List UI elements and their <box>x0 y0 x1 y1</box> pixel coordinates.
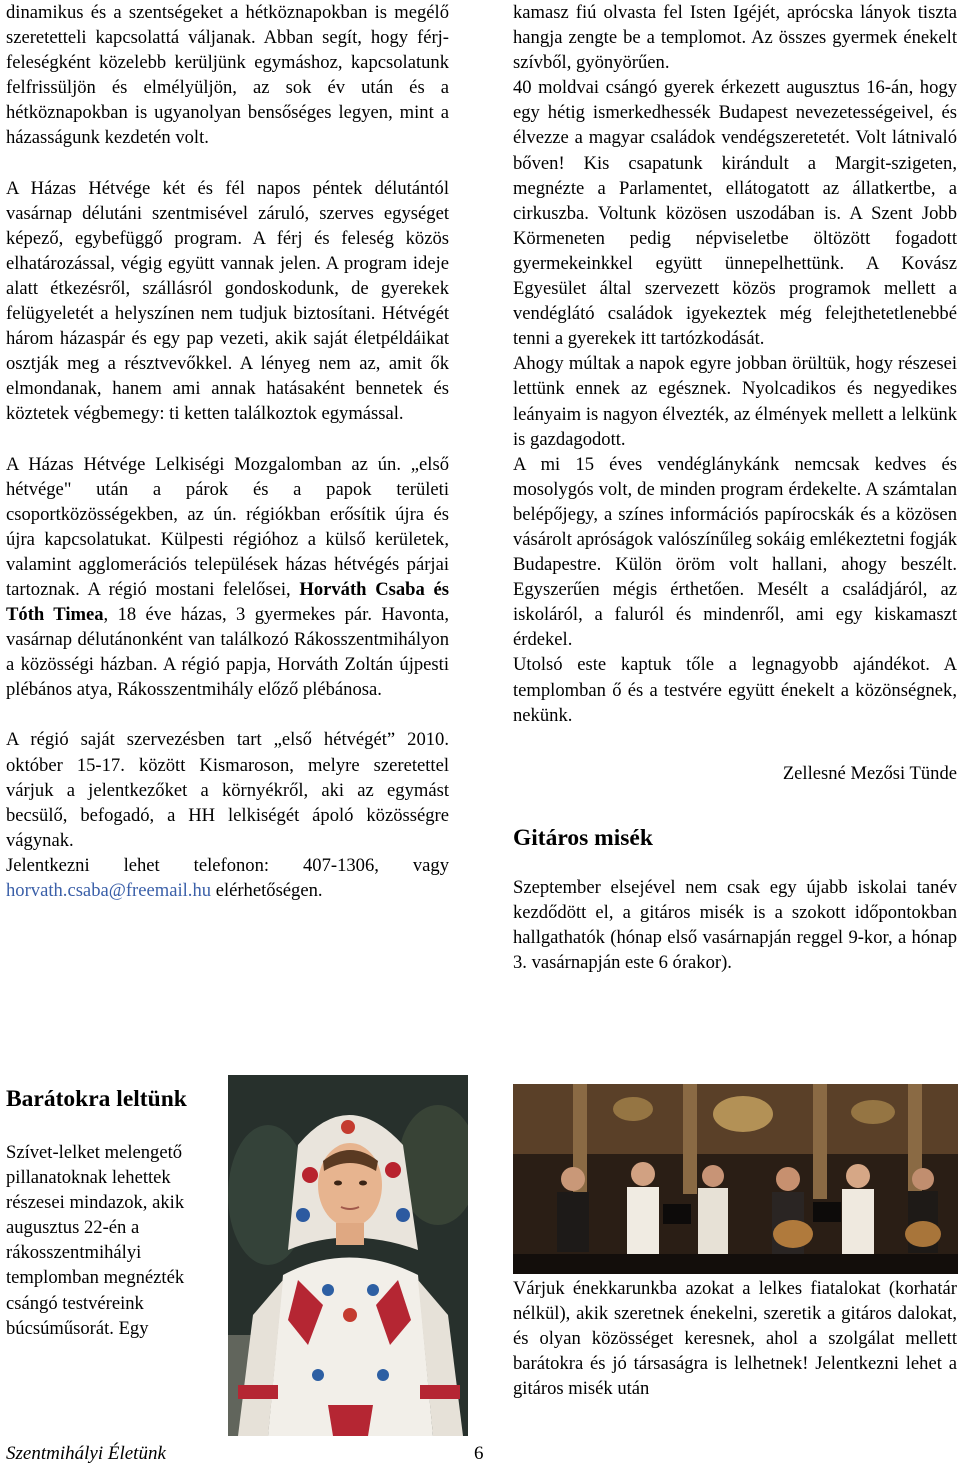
article-paragraph: A régió saját szervezésben tart „első hétvégét” 2010. október 15-17. között Kismaroson, melyre szeretettel várjuk a jelentkezőket a környékről, aki az egymást becsülő, befogadó, a HH lelkiségét ápoló közösségre vágynak. <box>6 729 449 851</box>
left-column <box>6 0 449 903</box>
article-paragraph: A Házas Hétvége két és fél napos péntek délutántól vasárnap délutáni szentmisével záruló, szerves egységet képező, egybefüggő program. A férj és feleség közös elhatározással, végig együtt vannak jelen. A program ideje alatt étkezésről, szállásról gondoskodunk, de gyerekek felügyeletét a helyszínen nem tudjuk biztosítani. Hétvégét három házaspár és egy pap vezeti, akik saját életpéldáikat osztják meg a résztvevőkkel. A lényeg nem az, amit ők elmondanak, hanem ami annak hatásaként bennetek és köztetek végbemegy: ti ketten találkoztok egymással. <box>6 177 449 425</box>
photo-girl-folk-costume <box>228 1075 468 1436</box>
photo-illustration <box>513 1084 958 1274</box>
article-paragraph: A mi 15 éves vendéglánykánk nemcsak kedves és mosolygós volt, de minden program érdekelte. A számtalan belépőjegy, a színes információs papírocskák és a közösen vásárolt apróságok valószínűleg sokáig emlékeztetni fogják Budapestre. Külön öröm volt hallani, ahogy beszélt. Egyszerűen mégis érthetően. Mesélt a családjáról, az iskoláról, a faluról és mindenről, ami egy kiskamaszt érdekel. <box>513 453 957 651</box>
footer-page-number: 6 <box>474 1443 484 1464</box>
text-span: A Házas Hétvége Lelkiségi Mozgalomban az ún. „első hétvége" után a párok és a papok területi csoportközösségekben, az ún. régiókban erősítik újra és újra kapcsolatukat. Külpesti régióhoz a külső kerületek, valamint agglomerációs települések házas hétvégés párjai tartoznak. A régió mostani felelősei, <box>6 453 449 600</box>
article-paragraph: dinamikus és a szentségeket a hétköznapokban is megélő szeretetteli kapcsolattá váljanak. Abban segít, hogy férj-feleségként közelebb kerüljünk egymáshoz, kapcsolatunk felfrissüljön és elmélyüljön, az sok év után és a hétköznapokban is ugyanolyan bensőséges legyen, mint a házasságunk kezdetén volt. <box>6 2 449 149</box>
text-span: , 18 éve házas, 3 gyermekes pár. Havonta, vasárnap délutánonként van találkozó Rákosszentmihályon a közösségi házban. A régió papja, Horváth Zoltán újpesti plébános atya, Rákosszentmihály előző plébánosa. <box>6 604 449 701</box>
section-heading: Gitáros misék <box>513 824 653 851</box>
article-paragraph: 40 moldvai csángó gyerek érkezett augusztus 16-án, hogy egy hétig ismerkedhessék Budapest nevezetességeivel, és élvezze a magyar családok vendégszeretetét. Volt látnivaló bőven! Kis csapatunk kirándult a Margit-szigeten, megnézte a Parlamentet, ellátogatott az állatkertbe, a cirkuszba. Voltunk közösen uszodában is. A Szent Jobb Körmeneten pedig népviseletbe öltözött fogadott gyermekeinkkel együtt ünnepelhettünk. A Kovász Egyesület által szervezett közös programok mellett a vendéglátó családok igyekeztek még felejthetetlenebbé tenni a gyerekek itt tartózkodását. <box>513 77 957 350</box>
article-paragraph: Várjuk énekkarunkba azokat a lelkes fiatalokat (korhatár nélkül), akik szeretnek énekelni, szeretik a gitáros dalokat, és olyan közösséget keresnek, ahol a szolgálat mellett barátokra és jó társaságra is lelhetnek! Jelentkezni lehet a gitáros misék után <box>513 1278 957 1400</box>
text-span: elérhetőségen. <box>211 880 323 901</box>
contact-paragraph <box>6 853 449 903</box>
article-paragraph: Utolsó este kaptuk tőle a legnagyobb ajándékot. A templomban ő és a testvére együtt énekelt a közönségnek, nekünk. <box>513 654 957 726</box>
footer-publication-title: Szentmihályi Életünk <box>6 1443 166 1464</box>
article-paragraph: Szívet-lelket melengető pillanatoknak lehettek részesei mindazok, akik augusztus 22-én a rákosszentmihályi templomban megnézték csángó testvéreink búcsúműsorát. Egy <box>6 1142 185 1339</box>
bold-names: Horváth Csaba és Tóth Timea <box>6 578 449 626</box>
right-column <box>513 0 957 975</box>
article-paragraph: kamasz fiú olvasta fel Isten Igéjét, aprócska lányok tiszta hangja zengte be a templomot. Az összes gyermek énekelt szívből, gyönyörűen. <box>513 2 957 74</box>
email-link[interactable]: horvath.csaba@freemail.hu <box>6 880 212 901</box>
author-signature: Zellesné Mezősi Tünde <box>782 762 957 784</box>
photo-illustration <box>228 1075 468 1436</box>
article-paragraph: Ahogy múltak a napok egyre jobban örültük, hogy részesei lettünk ennek az egésznek. Nyolcadikos és negyedikes leányaim is nagyon élvezték, az élmények mellett a lelkünk is gazdagodott. <box>513 353 957 450</box>
photo-church-guitar-mass <box>513 1084 958 1274</box>
article-paragraph: Szeptember elsejével nem csak egy újabb iskolai tanév kezdődött el, a gitáros misék is a szokott időpontokban hallgathatók (hónap első vasárnapján reggel 9-kor, a hónap 3. vasárnapján este 6 órakor). <box>513 876 957 973</box>
text-below-photo <box>513 1276 957 1401</box>
narrow-text-block <box>6 1140 221 1341</box>
article-paragraph <box>6 452 449 703</box>
section-heading: Barátokra leltünk <box>6 1086 187 1112</box>
text-span: Jelentkezni lehet telefonon: 407-1306, vagy <box>6 854 449 876</box>
